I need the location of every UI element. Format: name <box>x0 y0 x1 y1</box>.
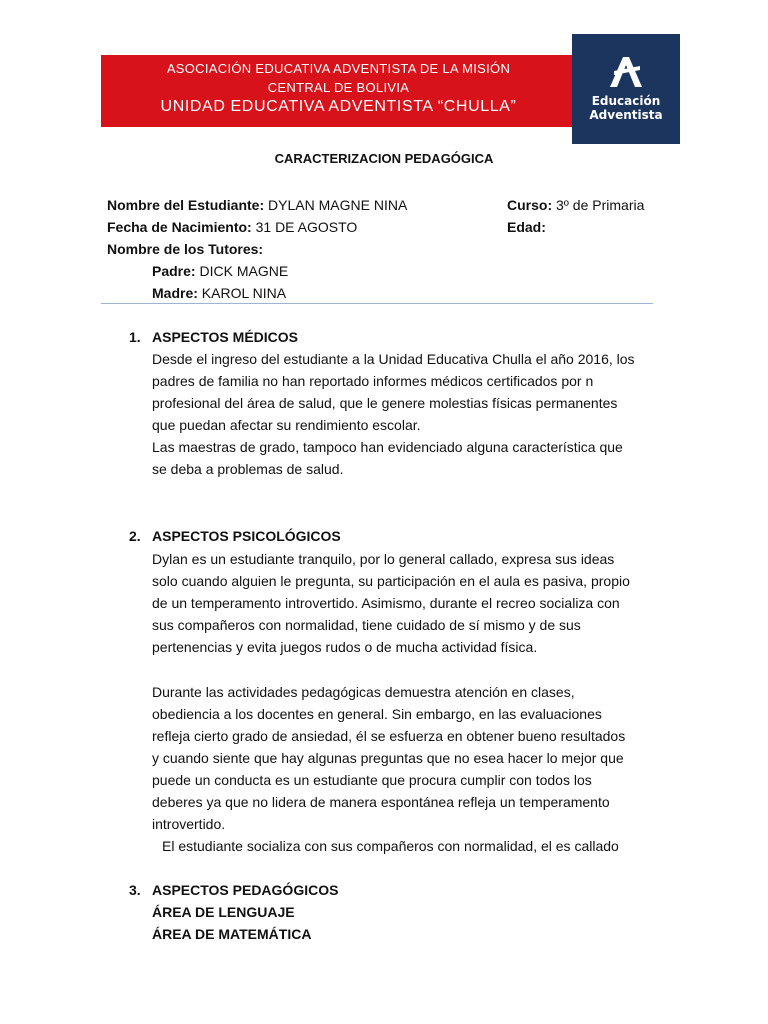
age-row <box>507 216 546 238</box>
section-1-line: se deba a problemas de salud. <box>152 461 344 477</box>
section-2-line: solo cuando alguien le pregunta, su participación en el aula es pasiva, propio <box>152 573 630 589</box>
banner-line-3: UNIDAD EDUCATIVA ADVENTISTA “CHULLA” <box>160 98 517 115</box>
section-3-heading <box>129 882 339 898</box>
section-2-line: Durante las actividades pedagógicas demuestra atención en clases, <box>152 684 575 700</box>
section-1-body <box>152 348 660 480</box>
section-1-title: ASPECTOS MÉDICOS <box>152 329 298 345</box>
section-2-line: obediencia a los docentes en general. Sin embargo, en las evaluaciones <box>152 706 602 722</box>
area-lenguaje-heading: ÁREA DE LENGUAJE <box>152 904 295 920</box>
educacion-adventista-logo <box>572 34 680 144</box>
section-2-body-1 <box>152 548 660 658</box>
age-label: Edad: <box>507 219 546 235</box>
section-1-number: 1. <box>129 329 141 345</box>
section-2-line: sus compañeros con normalidad, tiene cuidado de sí mismo y de sus <box>152 617 581 633</box>
mother-row: Madre: KAROL NINA <box>152 285 287 301</box>
section-2-line: deberes ya que no lidera de manera espontánea refleja un temperamento <box>152 794 610 810</box>
section-1-line: Desde el ingreso del estudiante a la Unidad Educativa Chulla el año 2016, los <box>152 351 635 367</box>
section-1-heading <box>129 329 298 345</box>
institution-banner <box>101 55 576 127</box>
tutors-row <box>107 238 263 260</box>
birth-date-row: Fecha de Nacimiento: 31 DE AGOSTO <box>107 219 358 235</box>
section-2-line: pertenencias y evita juegos rudos o de mucha actividad física. <box>152 639 538 655</box>
section-2-line: y cuando siente que hay algunas preguntas que no esea hacer lo mejor que <box>152 750 624 766</box>
section-2-number: 2. <box>129 528 141 544</box>
section-3-number: 3. <box>129 882 141 898</box>
course-value: 3º de Primaria <box>556 197 645 213</box>
section-2-line: introvertido. <box>152 816 226 832</box>
section-2-line: puede un conducta es un estudiante que procura cumplir con todos los <box>152 772 592 788</box>
section-1-line: Las maestras de grado, tampoco han evidenciado alguna característica que <box>152 439 623 455</box>
student-name-value: DYLAN MAGNE NINA <box>268 197 408 213</box>
section-2-closing <box>162 835 662 857</box>
document-title: CARACTERIZACION PEDAGÓGICA <box>274 151 494 166</box>
course-row <box>507 194 644 216</box>
student-name-row: Nombre del Estudiante: DYLAN MAGNE NINA <box>107 197 408 213</box>
section-1-line: que puedan afectar su rendimiento escolar. <box>152 417 421 433</box>
father-value: DICK MAGNE <box>199 263 289 279</box>
section-3-title: ASPECTOS PEDAGÓGICOS <box>152 882 339 898</box>
tutors-label: Nombre de los Tutores: <box>107 241 264 257</box>
father-row: Padre: DICK MAGNE <box>152 263 289 279</box>
birth-date-value: 31 DE AGOSTO <box>255 219 358 235</box>
logo-text-line-1: Educación <box>591 94 661 108</box>
student-name-label: Nombre del Estudiante <box>107 197 260 213</box>
course-label: Curso: <box>507 197 553 213</box>
section-2-line: Dylan es un estudiante tranquilo, por lo general callado, expresa sus ideas <box>152 551 615 567</box>
section-1-line: padres de familia no han reportado informes médicos certificados por n <box>152 373 594 389</box>
section-2-title: ASPECTOS PSICOLÓGICOS <box>152 528 341 544</box>
section-2-line: refleja cierto grado de ansiedad, él se esfuerza en obtener bueno resultados <box>152 728 626 744</box>
mother-value: KAROL NINA <box>201 285 287 301</box>
birth-date-label: Fecha de Nacimiento <box>107 219 248 235</box>
section-1-line: profesional del área de salud, que le genere molestias físicas permanentes <box>152 395 618 411</box>
banner-line-1: ASOCIACIÓN EDUCATIVA ADVENTISTA DE LA MISIÓN <box>166 61 511 76</box>
adventist-a-icon <box>610 57 642 87</box>
area-matematica-heading: ÁREA DE MATEMÁTICA <box>152 926 312 942</box>
section-2-closing-line: El estudiante socializa con sus compañeros con normalidad, el es callado <box>162 838 619 854</box>
logo-text-line-2: Adventista <box>589 108 663 122</box>
father-label: Padre <box>152 263 191 279</box>
section-2-line: de un temperamento introvertido. Asimismo, durante el recreo socializa con <box>152 595 620 611</box>
header-divider <box>101 303 653 304</box>
section-2-heading <box>129 528 341 544</box>
banner-line-2: CENTRAL DE BOLIVIA <box>267 80 410 95</box>
section-2-body-2 <box>152 681 660 835</box>
mother-label: Madre <box>152 285 194 301</box>
